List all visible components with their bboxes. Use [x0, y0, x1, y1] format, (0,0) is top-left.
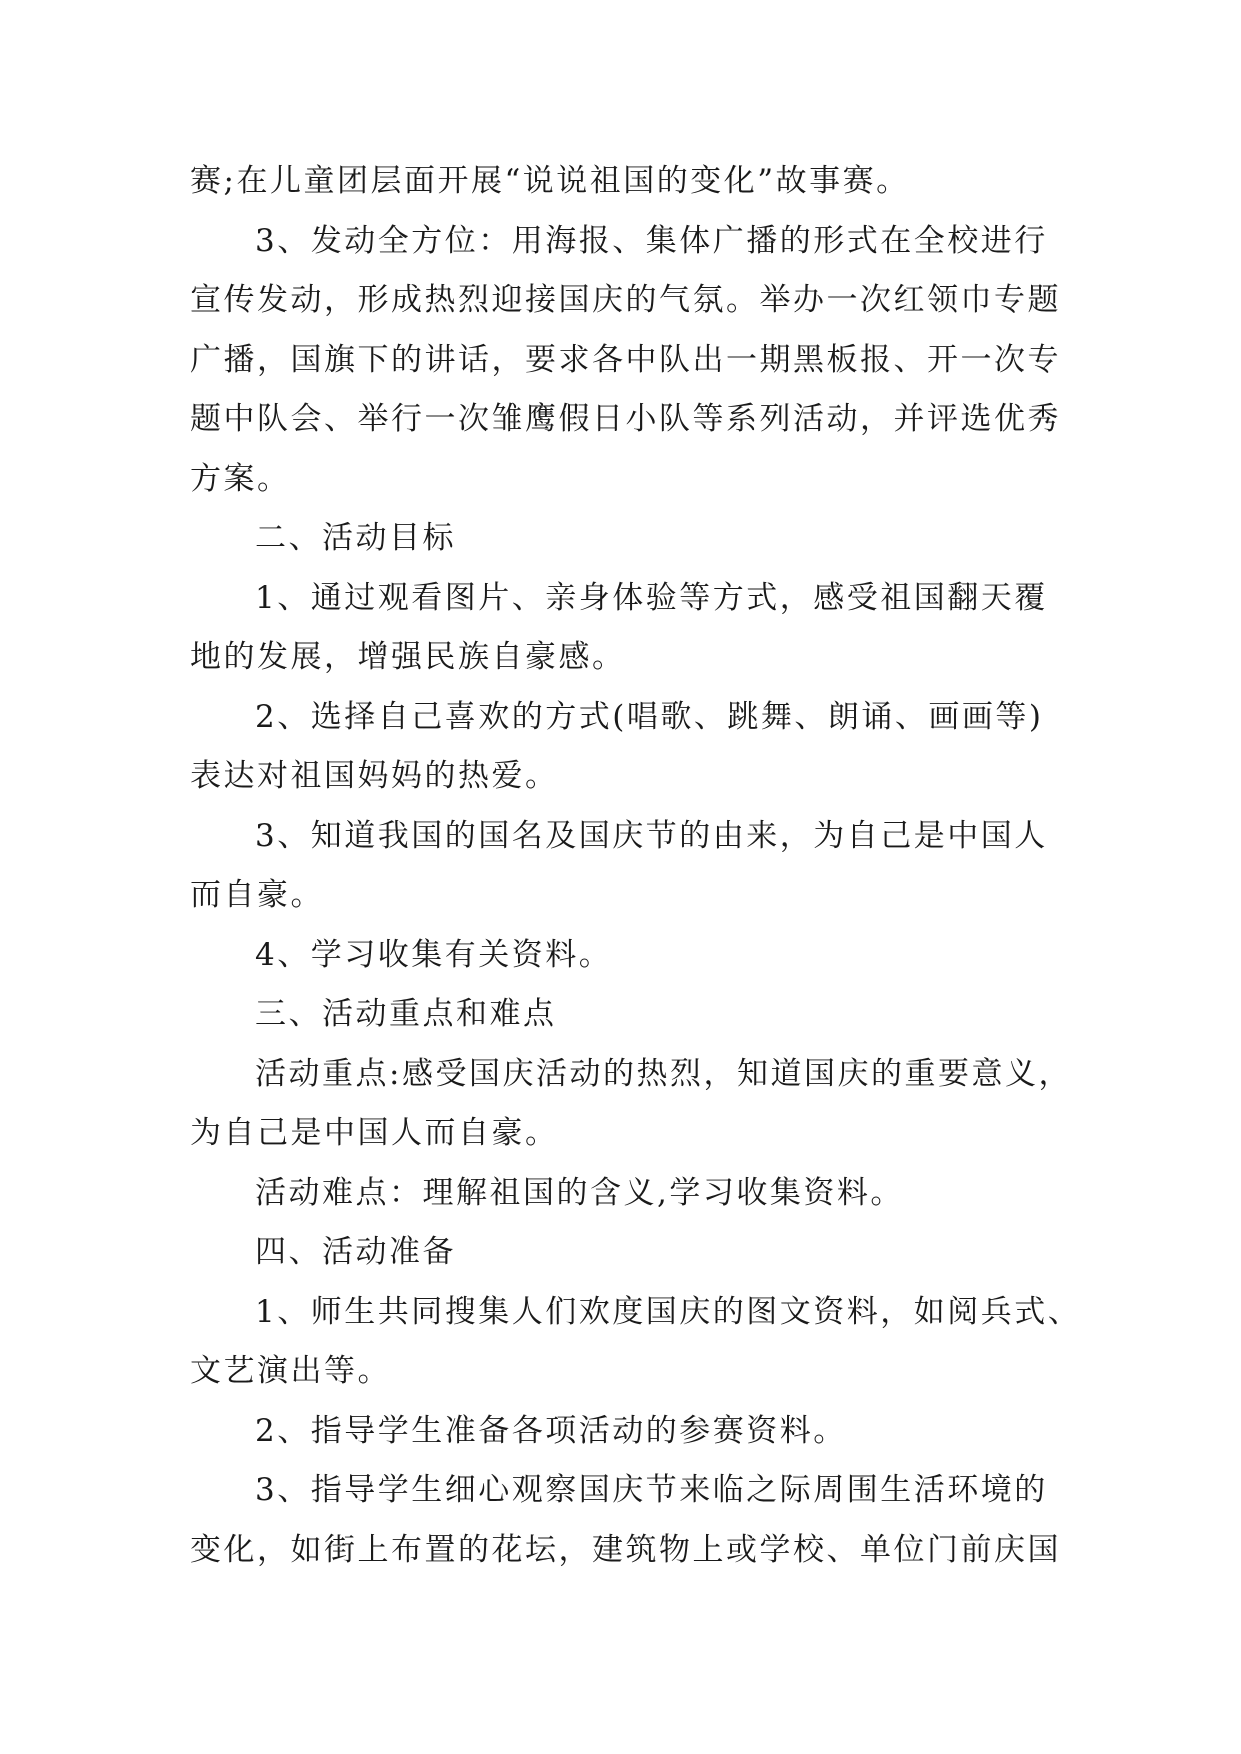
- text-line: 文艺演出等。: [190, 1353, 391, 1389]
- text-line: 二、活动目标: [255, 520, 456, 556]
- document-body: [190, 152, 1082, 1580]
- text-line: 表达对祖国妈妈的热爱。: [190, 758, 559, 794]
- text-line: 变化，如街上布置的花坛，建筑物上或学校、单位门前庆国: [190, 1531, 1061, 1568]
- text-line: 1、通过观看图片、亲身体验等方式，感受祖国翻天覆: [255, 579, 1048, 616]
- text-line: 为自己是中国人而自豪。: [190, 1115, 559, 1151]
- text-line: 活动重点:感受国庆活动的热烈，知道国庆的重要意义，: [255, 1055, 1072, 1092]
- text-line: 而自豪。: [190, 877, 324, 913]
- text-line: 2、选择自己喜欢的方式(唱歌、跳舞、朗诵、画画等): [255, 698, 1044, 735]
- text-line: 3、指导学生细心观察国庆节来临之际周围生活环境的: [255, 1472, 1048, 1508]
- text-line: 三、活动重点和难点: [255, 996, 557, 1032]
- text-line: 3、发动全方位：用海报、集体广播的形式在全校进行: [255, 222, 1048, 259]
- text-line: 四、活动准备: [255, 1234, 456, 1270]
- text-line: 2、指导学生准备各项活动的参赛资料。: [255, 1412, 847, 1449]
- text-line: 方案。: [190, 460, 291, 497]
- text-line: 宣传发动，形成热烈迎接国庆的气氛。举办一次红领巾专题: [190, 282, 1061, 318]
- text-line: 赛;在儿童团层面开展“说说祖国的变化”故事赛。: [190, 163, 910, 199]
- text-line: 1、师生共同搜集人们欢度国庆的图文资料，如阅兵式、: [255, 1293, 1082, 1330]
- text-line: 广播，国旗下的讲话，要求各中队出一期黑板报、开一次专: [190, 341, 1061, 378]
- text-line: 4、学习收集有关资料。: [255, 936, 613, 973]
- text-line: 3、知道我国的国名及国庆节的由来，为自己是中国人: [255, 817, 1048, 854]
- text-line: 活动难点：理解祖国的含义,学习收集资料。: [255, 1174, 904, 1211]
- text-line: 题中队会、举行一次雏鹰假日小队等系列活动，并评选优秀: [190, 401, 1061, 437]
- text-line: 地的发展，增强民族自豪感。: [190, 639, 626, 675]
